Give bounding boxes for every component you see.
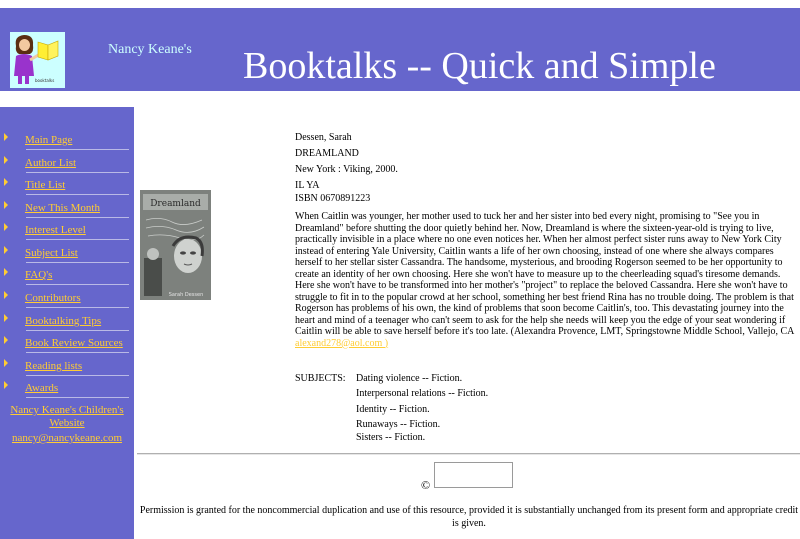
sidebar-link[interactable]: Subject List: [25, 247, 78, 259]
childrens-website-link[interactable]: Nancy Keane's Children's Website: [10, 404, 124, 429]
arrow-right-icon: [4, 133, 8, 141]
arrow-right-icon: [4, 291, 8, 299]
arrow-right-icon: [4, 223, 8, 231]
cover-title: Dreamland: [150, 199, 201, 209]
nav-divider: [26, 239, 129, 240]
sidebar-link[interactable]: New This Month: [25, 202, 100, 214]
arrow-right-icon: [4, 156, 8, 164]
arrow-right-icon: [4, 359, 8, 367]
book-publisher: New York : Viking, 2000.: [295, 164, 398, 175]
arrow-right-icon: [4, 201, 8, 209]
sidebar-link[interactable]: Booktalking Tips: [25, 315, 102, 327]
book-title: DREAMLAND: [295, 148, 359, 159]
site-header: [0, 8, 800, 91]
arrow-right-icon: [4, 178, 8, 186]
nav-divider: [26, 307, 129, 308]
book-author: Dessen, Sarah: [295, 132, 352, 143]
arrow-right-icon: [4, 246, 8, 254]
subject-item: Interpersonal relations -- Fiction.: [356, 388, 489, 399]
nav-divider: [26, 172, 129, 173]
book-cover-image: [140, 190, 211, 300]
email-link[interactable]: nancy@nancykeane.com: [12, 432, 122, 444]
arrow-right-icon: [4, 314, 8, 322]
subject-item: Sisters -- Fiction.: [356, 432, 426, 443]
nav-divider: [26, 194, 129, 195]
subject-item: Identity -- Fiction.: [356, 404, 430, 415]
logo-caption: booktalks: [35, 78, 55, 83]
sidebar-link[interactable]: Awards: [25, 382, 59, 394]
sidebar-nav: [0, 107, 134, 539]
review-body: When Caitlin was younger, her mother used to tuck her and her sister into bed every night, promising to "See you in Dreamland" before shutting the door quietly behind her. Now, Dreamland is where the sixteen-year-old is trying to live, practically invisible in a place where no one even notices her. When her almost perfect sister runs away to New York City instead of entering Yale University, Caitlin wants a life of her own choosing, instead of one where she always compares herself to her stellar sister Cassandra. The handsome, mysterious, and brooding Rogerson seemed to be her opportunity to create an identity of her own choosing. Here she won't have to measure up to the cheerleading squad's tiresome demands. Here she won't have to be transformed into her mother's "project" to replace the beloved Cassandra. Here she won't have to struggle to fit in to the popular crowd at her school, something her best friend Rina has no trouble doing. The problem is that Rogerson has problems of his own, the kind of problems that soon become Caitlin's, too. This devastating journey into the heart and mind of a teenager who can't seem to ask for the help she needs will keep you the edge of your seat wondering if Caitlin will be able to save herself before it's too late. (Alexandra Provence, LMT, Springstowne Middle School, Vallejo, CA: [295, 211, 794, 337]
arrow-right-icon: [4, 381, 8, 389]
site-author: Nancy Keane's: [108, 42, 192, 57]
broken-image-icon: [434, 462, 513, 488]
reviewer-email-link[interactable]: alexand278@aol.com ): [295, 337, 389, 349]
cover-author: Sarah Dessen: [168, 292, 204, 298]
sidebar-link[interactable]: FAQ's: [25, 269, 53, 281]
copyright-symbol: ©: [421, 478, 431, 492]
footer-divider: [137, 453, 800, 455]
sidebar-link[interactable]: Title List: [25, 179, 66, 191]
nav-divider: [26, 217, 129, 218]
girl-reading-book-icon[interactable]: [10, 32, 65, 88]
sidebar-link[interactable]: Reading lists: [25, 360, 83, 372]
book-interest-level: IL YA: [295, 180, 320, 191]
nav-divider: [26, 330, 129, 331]
nav-divider: [26, 149, 129, 150]
arrow-right-icon: [4, 336, 8, 344]
sidebar-link[interactable]: Author List: [25, 157, 77, 169]
subject-item: Runaways -- Fiction.: [356, 419, 441, 430]
permission-notice: Permission is granted for the noncommercial duplication and use of this resource, provided it is substantially unchanged from its present form and appropriate credit is given.: [139, 505, 799, 529]
sidebar-link[interactable]: Book Review Sources: [25, 337, 123, 349]
nav-divider: [26, 284, 129, 285]
arrow-right-icon: [4, 268, 8, 276]
book-isbn: ISBN 0670891223: [295, 193, 371, 204]
nav-divider: [26, 375, 129, 376]
subject-item: Dating violence -- Fiction.: [356, 373, 463, 384]
sidebar-link[interactable]: Interest Level: [25, 224, 86, 236]
booktalk-text: [295, 211, 800, 349]
subjects-label: SUBJECTS:: [295, 373, 346, 384]
sidebar-link[interactable]: Contributors: [25, 292, 81, 304]
nav-divider: [26, 262, 129, 263]
nav-divider: [26, 352, 129, 353]
nav-divider: [26, 397, 129, 398]
page-title: Booktalks -- Quick and Simple: [243, 45, 716, 87]
sidebar-link[interactable]: Main Page: [25, 134, 73, 146]
